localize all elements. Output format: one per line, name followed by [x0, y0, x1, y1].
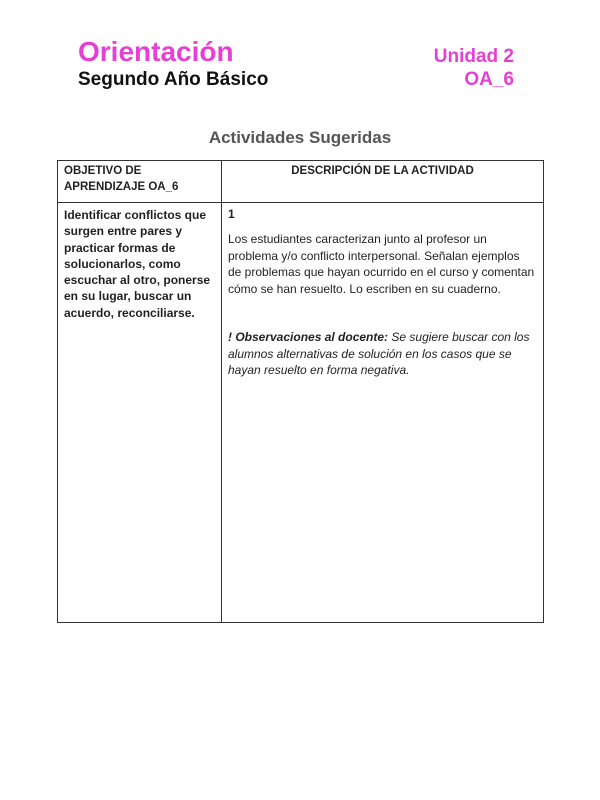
activities-table — [57, 160, 544, 623]
observation-text: Se sugiere buscar con los alumnos alternativas de solución en los casos que se hayan resuelto en forma negativa. — [228, 330, 530, 377]
observation-label: ! Observaciones al docente: — [228, 330, 389, 344]
table-row — [58, 203, 544, 623]
page-header — [78, 36, 518, 96]
grade-subtitle: Segundo Año Básico — [78, 69, 269, 90]
subject-title: Orientación — [78, 36, 234, 67]
description-cell — [222, 203, 544, 623]
section-title: Actividades Sugeridas — [208, 128, 392, 147]
teacher-observation — [228, 329, 535, 379]
activity-number: 1 — [228, 207, 235, 221]
activity-text: Los estudiantes caracterizan junto al profesor un problema y/o conflicto interpersonal. Señalan ejemplos de problemas que hayan ocurrido en el curso y comentan cómo se han resuelto. Lo escriben en su cuaderno. — [228, 232, 535, 296]
objective-column-header: OBJETIVO DE APRENDIZAJE OA_6 — [58, 161, 222, 203]
unit-label: Unidad 2 — [433, 46, 514, 67]
description-column-header: DESCRIPCIÓN DE LA ACTIVIDAD — [222, 161, 544, 203]
objective-cell: Identificar conflictos que surgen entre pares y practicar formas de solucionarlos, como escuchar al otro, ponerse en su lugar, buscar un acuerdo, reconciliarse. — [58, 203, 222, 623]
table-header-row — [58, 161, 544, 203]
oa-code-label: OA_6 — [464, 69, 514, 90]
